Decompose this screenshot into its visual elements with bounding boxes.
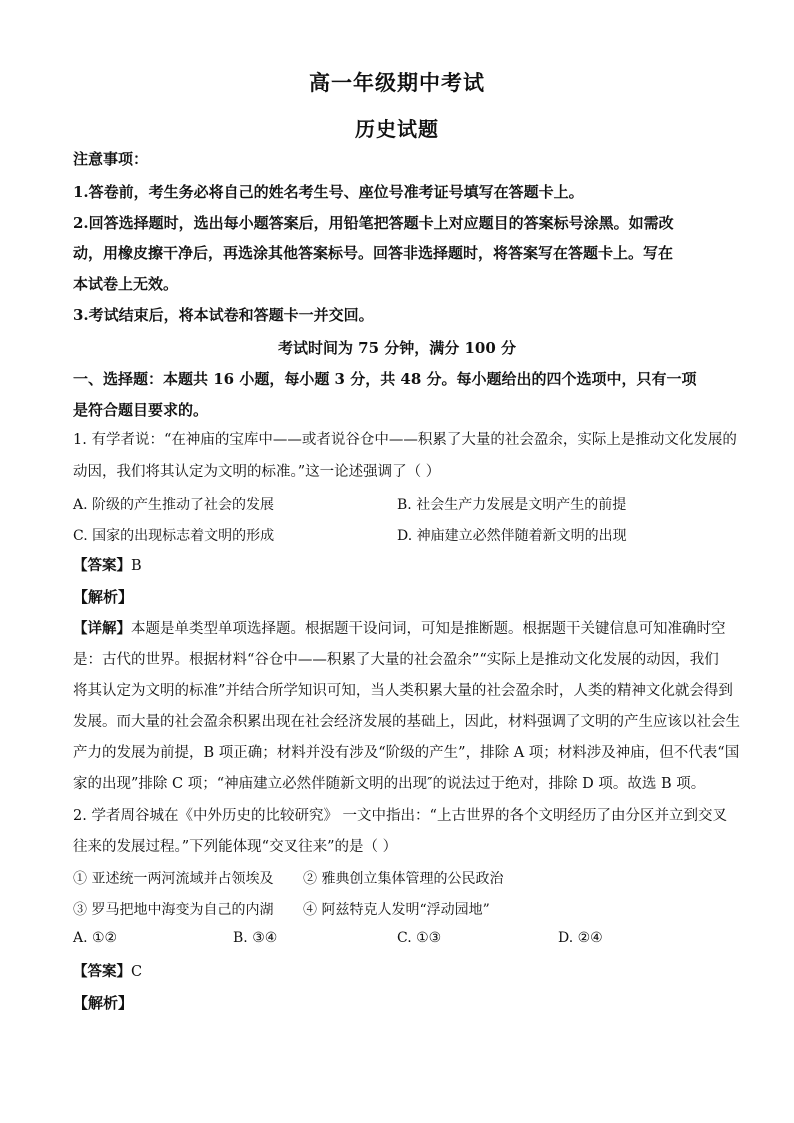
q1-option-b: B. 社会生产力发展是文明产生的前提 bbox=[397, 497, 627, 513]
q2-option-d: D. ②④ bbox=[558, 930, 603, 946]
q2-item-4: ④ 阿兹特克人发明“浮动园地” bbox=[303, 902, 490, 918]
q2-item-2: ② 雅典创立集体管理的公民政治 bbox=[303, 871, 504, 887]
q1-detail-line-2: 是：古代的世界。根据材料“谷仓中——积累了大量的社会盈余”“实际上是推动文化发展的动因，我们 bbox=[73, 652, 719, 668]
q1-detail-tag: 【详解】 bbox=[73, 620, 131, 637]
q2-answer-tag: 【答案】 bbox=[73, 963, 131, 980]
notice-item-1: 1.答卷前，考生务必将自己的姓名考生号、座位号准考证号填写在答题卡上。 bbox=[73, 183, 584, 201]
section-1-heading: 一、选择题：本题共 16 小题，每小题 3 分，共 48 分。每小题给出的四个选项中，只有一项 bbox=[73, 370, 697, 388]
section-1-heading-cont: 是符合题目要求的。 bbox=[73, 401, 209, 419]
q2-analysis-tag: 【解析】 bbox=[73, 994, 134, 1012]
q2-answer-value: C bbox=[131, 964, 143, 980]
q2-option-b: B. ③④ bbox=[233, 930, 278, 946]
notice-item-3: 3.考试结束后，将本试卷和答题卡一并交回。 bbox=[73, 306, 374, 324]
q2-option-c: C. ①③ bbox=[397, 930, 442, 946]
q2-item-3: ③ 罗马把地中海变为自己的内湖 bbox=[73, 902, 274, 918]
q1-analysis-tag: 【解析】 bbox=[73, 588, 134, 606]
q2-stem-line-1: 2. 学者周谷城在《中外历史的比较研究》 一文中指出：“上古世界的各个文明经历了由分区并立到交叉 bbox=[73, 808, 727, 824]
q1-detail-line-6: 家的出现”排除 C 项；“神庙建立必然伴随新文明的出现″的说法过于绝对，排除 D 项。故选 B 项。 bbox=[73, 776, 706, 792]
notice-item-2-line-3: 本试卷上无效。 bbox=[73, 275, 179, 293]
q2-answer bbox=[73, 962, 723, 982]
exam-subtitle: 历史试题 bbox=[355, 117, 439, 141]
q2-item-1: ① 亚述统一两河流域并占领埃及 bbox=[73, 871, 274, 887]
q2-stem-line-2: 往来的发展过程。”下列能体现“交叉往来”的是（ ） bbox=[73, 839, 398, 855]
q1-detail-line-1 bbox=[73, 619, 726, 639]
q1-detail-line-4: 发展。而大量的社会盈余积累出现在社会经济发展的基础上，因此，材料强调了文明的产生应该以社会生 bbox=[73, 714, 740, 730]
q1-stem-line-2: 动因，我们将其认定为文明的标准。”这一论述强调了（ ） bbox=[73, 464, 441, 480]
q1-option-a: A. 阶级的产生推动了社会的发展 bbox=[73, 497, 275, 513]
q1-answer-tag: 【答案】 bbox=[73, 557, 131, 574]
q1-answer-value: B bbox=[131, 558, 142, 574]
q2-option-a: A. ①② bbox=[73, 930, 118, 946]
q1-detail-line-3: 将其认定为文明的标准”并结合所学知识可知，当人类积累大量的社会盈余时，人类的精神文化就会得到 bbox=[73, 683, 733, 699]
exam-title: 高一年级期中考试 bbox=[309, 70, 485, 95]
notice-item-2-line-1: 2.回答选择题时，选出每小题答案后，用铅笔把答题卡上对应题目的答案标号涂黑。如需改 bbox=[73, 214, 674, 232]
q1-option-d: D. 神庙建立必然伴随着新文明的出现 bbox=[397, 528, 627, 544]
q1-answer bbox=[73, 556, 723, 576]
q1-stem-line-1: 1. 有学者说：“在神庙的宝库中——或者说谷仓中——积累了大量的社会盈余，实际上是推动文化发展的 bbox=[73, 432, 737, 448]
q1-detail-line-5: 产力的发展为前提，B 项正确；材料并没有涉及“阶级的产生”，排除 A 项；材料涉及神庙，但不代表“国 bbox=[73, 745, 740, 761]
q1-option-c: C. 国家的出现标志着文明的形成 bbox=[73, 528, 275, 544]
notice-heading: 注意事项： bbox=[73, 150, 149, 168]
exam-info: 考试时间为 75 分钟，满分 100 分 bbox=[277, 339, 517, 357]
q1-detail-text-1: 本题是单类型单项选择题。根据题干设问词，可知是推断题。根据题干关键信息可知准确时空 bbox=[131, 621, 726, 637]
notice-item-2-line-2: 动，用橡皮擦干净后，再选涂其他答案标号。回答非选择题时，将答案写在答题卡上。写在 bbox=[73, 244, 674, 262]
